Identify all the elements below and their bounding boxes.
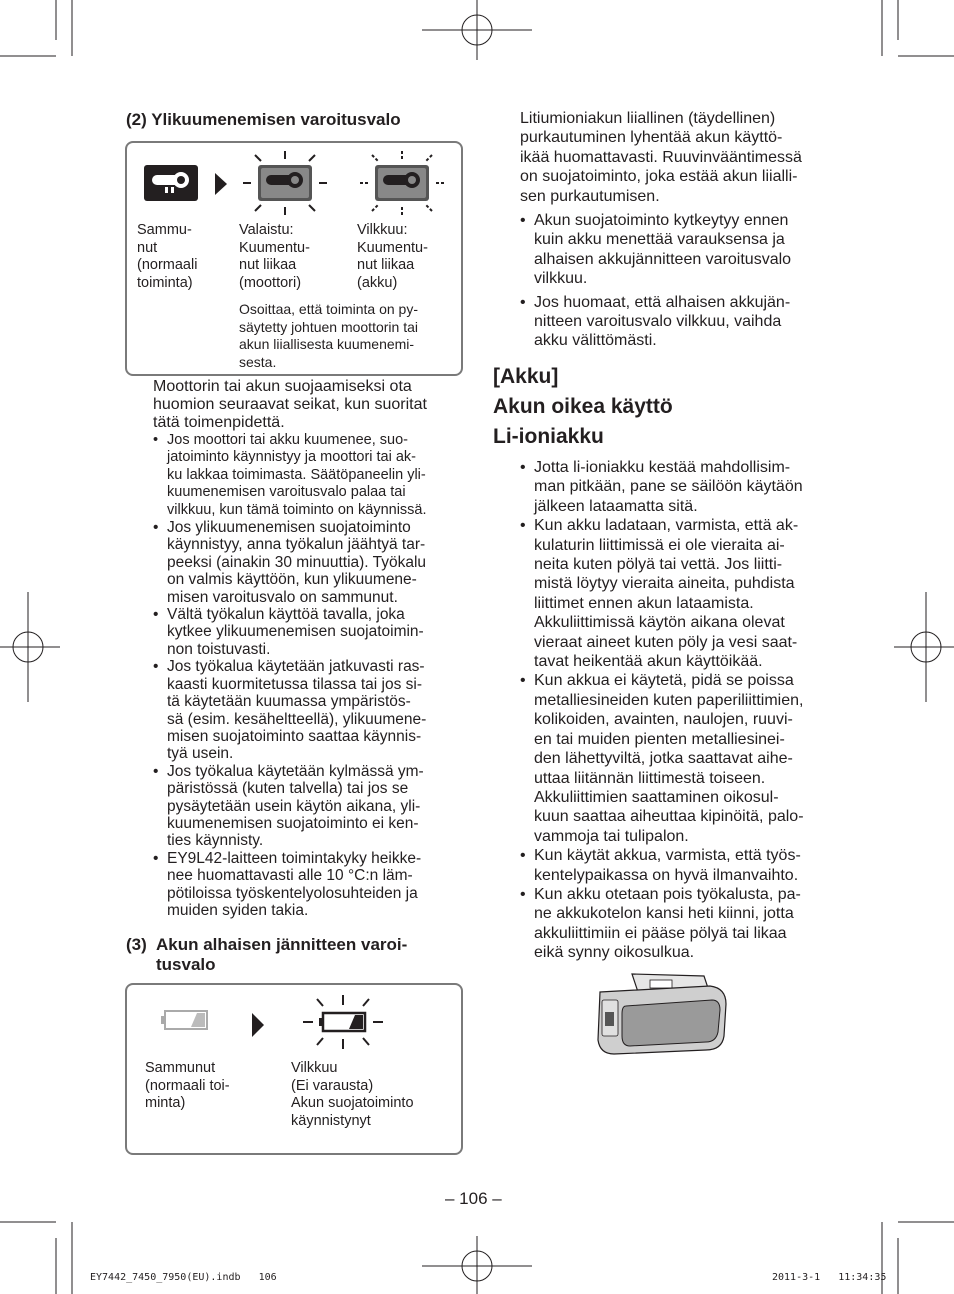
heading-proper-use: Akun oikea käyttö (493, 395, 673, 418)
battery-off-icon (161, 1011, 207, 1029)
caption-off: Sammu- nut (normaali toiminta) (137, 222, 198, 291)
list-item: • Jos työkalua käytetään jatkuvasti ras- kaasti kuormitetussa tilassa tai jos si- tä käytetään kuumassa ympäristös- sä (esim. kesäheltteellä), ylikuumene- misen suojatoiminto saattaa käynnis- tyä usein. (153, 658, 473, 762)
list-item: • Vältä työkalun käyttöä tavalla, joka kytkee ylikuumenemisen suojatoimin- non toistuvasti. (153, 606, 473, 658)
heading-li-ion: Li-ioniakku (493, 425, 604, 448)
list-item: • Jotta li-ioniakku kestää mahdollisim- man pitkään, pane se säilöön käytäön jälkeen lataamatta sitä. (520, 458, 840, 516)
heading-akku: [Akku] (493, 365, 559, 388)
battery-blink-icon (303, 995, 383, 1049)
right-intro: Litiumioniakun liiallinen (täydellinen) purkautuminen lyhentää akun käyttö- ikää huomattavasti. Ruuvinvääntimessä on suojatoiminto, joka estää akun liialli- sen purkautumisen. (520, 110, 802, 205)
section-2-title: (2) Ylikuumenemisen varoitusvalo (126, 110, 401, 129)
battery-icons (127, 985, 461, 1055)
arrow-icon (252, 1013, 264, 1037)
right-bullet-list-2 (520, 458, 840, 963)
overheat-icons (127, 143, 461, 233)
list-item: • Kun käytät akkua, varmista, että työs- kentelypaikassa on hyvä ilmanvaihto. (520, 846, 840, 885)
page-number: – 106 – (445, 1189, 502, 1208)
left-intro: Moottorin tai akun suojaamiseksi ota huomion seuraavat seikat, kun suoritat tätä toimenpidettä. (153, 378, 427, 431)
caption-lit: Valaistu: Kuumentu- nut liikaa (moottori) (239, 222, 310, 291)
overheat-indicator-box (125, 141, 463, 376)
list-item: • Kun akku otetaan pois työkalusta, pa- ne akkukotelon kansi heti kiinni, jotta akkuliittimiin ei pääse pölyä tai likaa eikä synny oikosulkua. (520, 885, 840, 963)
list-item: • EY9L42-laitteen toimintakyky heikke- nee huomattavasti alle 10 °C:n läm- pötiloissa työskentelyolosuhteiden ja muiden syiden takia. (153, 850, 473, 920)
list-item: • Kun akkua ei käytetä, pidä se poissa metalliesineiden kuten paperiliittimien, kolikoiden, avainten, naulojen, ruuvi- en tai muiden pienten metalliesinei- den lähettyviltä, jotka saattavat aihe- uttaa liitännän liittimestä toiseen. Akkuliittimien saattaminen oikosul- kuun saattaa aiheuttaa kipinöitä, palo- vammoja tai tulipalon. (520, 671, 840, 846)
left-bullet-list (153, 432, 473, 919)
thermometer-off-icon (144, 165, 198, 201)
battery-caption-off: Sammunut (normaali toi- minta) (145, 1060, 230, 1111)
arrow-icon (215, 173, 227, 195)
list-item: • Jos ylikuumenemisen suojatoiminto käynnistyy, anna työkalun jäähtyä tar- peeksi (ainakin 30 minuuttia). Työkalu on valmis käyttöön, kun ylikuumene- misen varoitusvalo on sammunut. (153, 519, 473, 606)
section-3-number: (3) (126, 935, 147, 954)
thermometer-lit-icon (243, 151, 327, 215)
list-item: • Kun akku ladataan, varmista, että ak- kulaturin liittimissä ei ole vieraita ai- neita kuten pölyä tai vettä. Jos liitti- mistä löytyy vieraita aineita, puhdista liittimet ennen akun lataamista. Akkuliittimissä käytön aikana olevat vieraat aineet kuten pöly ja vesi saat- tavat heikentää akun käyttöikää. (520, 516, 840, 671)
low-voltage-indicator-box (125, 983, 463, 1155)
thermometer-blink-icon (360, 151, 444, 215)
list-item: • Jos työkalua käytetään kylmässä ym- päristössä (kuten talvella) tai jos se pysäytetään usein käytön aikana, yli- kuumenemisen suojatoiminto ei ken- ties käynnisty. (153, 763, 473, 850)
overheat-note: Osoittaa, että toiminta on py- säytetty johtuen moottorin tai akun liiallisesta kuumenemi- sesta. (239, 301, 418, 370)
list-item: • Jos moottori tai akku kuumenee, suo- jatoiminto käynnistyy ja moottori tai ak- ku lakkaa toimimasta. Säätöpaneelin yli- kuumenemisen varoitusvalo palaa tai vilkkuu, kun tämä toiminto on käynnissä. (153, 432, 473, 519)
footer-timestamp: 2011-3-1 11:34:35 (772, 1272, 887, 1283)
battery-caption-blink: Vilkkuu (Ei varausta) Akun suojatoiminto käynnistynyt (291, 1060, 414, 1129)
right-bullet-list-1 (520, 211, 840, 351)
caption-blink: Vilkkuu: Kuumentu- nut liikaa (akku) (357, 222, 428, 291)
footer-file: EY7442_7450_7950(EU).indb 106 (90, 1272, 277, 1283)
battery-pack-illustration (594, 970, 730, 1058)
list-item: • Akun suojatoiminto kytkeytyy ennen kuin akku menettää varauksensa ja alhaisen akkujännitteen varoitusvalo vilkkuu. (520, 211, 840, 289)
section-3-title: Akun alhaisen jännitteen varoi- tusvalo (156, 935, 408, 974)
list-item: • Jos huomaat, että alhaisen akkujän- nitteen varoitusvalo vilkkuu, vaihda akku välittömästi. (520, 293, 840, 351)
